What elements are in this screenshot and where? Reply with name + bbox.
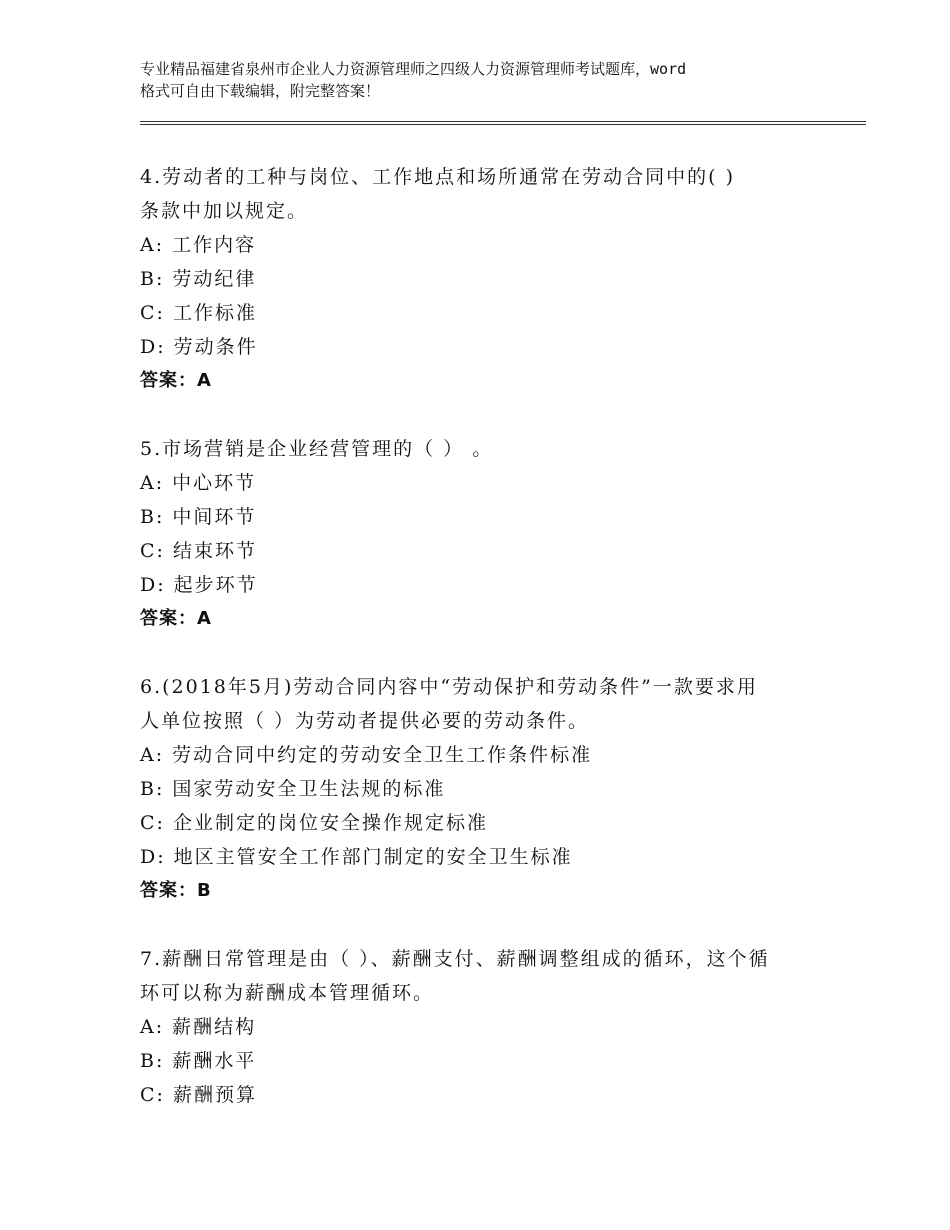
- option-b: B: 劳动纪律: [140, 268, 257, 290]
- header-line-1: 专业精品福建省泉州市企业人力资源管理师之四级人力资源管理师考试题库，word: [140, 60, 687, 78]
- question-5: [140, 432, 840, 636]
- header-divider-top: [140, 121, 866, 122]
- question-stem-cont: 人单位按照（ ）为劳动者提供必要的劳动条件。: [140, 710, 590, 732]
- answer: 答案：A: [140, 608, 212, 629]
- document-header: [140, 58, 840, 102]
- answer: 答案：A: [140, 370, 212, 391]
- question-stem: 5.市场营销是企业经营管理的（ ） 。: [140, 438, 494, 460]
- question-list: [140, 160, 840, 1146]
- option-c: C: 工作标准: [140, 302, 257, 324]
- option-b: B: 薪酬水平: [140, 1050, 257, 1072]
- question-stem-cont: 条款中加以规定。: [140, 200, 309, 222]
- option-b: B: 中间环节: [140, 506, 257, 528]
- option-d: D: 地区主管安全工作部门制定的安全卫生标准: [140, 846, 573, 868]
- question-4: [140, 160, 840, 398]
- question-6: [140, 670, 840, 908]
- header-line-2: 格式可自由下载编辑，附完整答案！: [140, 82, 381, 100]
- option-c: C: 企业制定的岗位安全操作规定标准: [140, 812, 488, 834]
- question-7: [140, 942, 840, 1112]
- option-a: A: 中心环节: [140, 472, 257, 494]
- option-c: C: 结束环节: [140, 540, 257, 562]
- header-divider-bottom: [140, 124, 866, 125]
- question-stem: 4.劳动者的工种与岗位、工作地点和场所通常在劳动合同中的( ): [140, 166, 735, 188]
- question-stem: 6.(2018年5月)劳动合同内容中“劳动保护和劳动条件”一款要求用: [140, 676, 758, 698]
- question-stem-cont: 环可以称为薪酬成本管理循环。: [140, 982, 435, 1004]
- option-b: B: 国家劳动安全卫生法规的标准: [140, 778, 446, 800]
- option-d: D: 劳动条件: [140, 336, 258, 358]
- answer: 答案：B: [140, 880, 212, 901]
- option-c: C: 薪酬预算: [140, 1084, 257, 1106]
- option-a: A: 薪酬结构: [140, 1016, 257, 1038]
- option-d: D: 起步环节: [140, 574, 258, 596]
- question-stem: 7.薪酬日常管理是由（ ）、薪酬支付、薪酬调整组成的循环，这个循: [140, 948, 770, 970]
- option-a: A: 工作内容: [140, 234, 257, 256]
- option-a: A: 劳动合同中约定的劳动安全卫生工作条件标准: [140, 744, 593, 766]
